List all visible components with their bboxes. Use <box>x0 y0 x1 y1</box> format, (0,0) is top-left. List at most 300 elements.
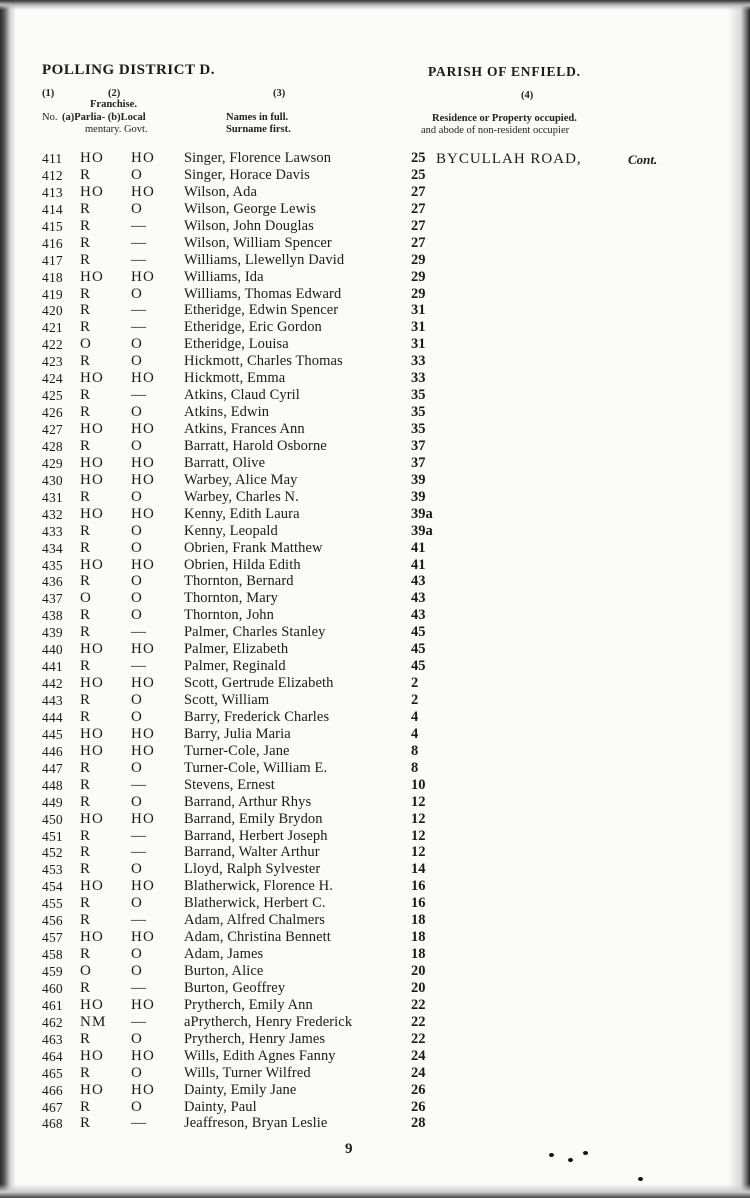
elector-number: 420 <box>42 303 63 319</box>
elector-row <box>0 235 750 252</box>
local-government-franchise: HO <box>131 810 156 827</box>
parliamentary-franchise: R <box>80 844 92 861</box>
house-number: 39 <box>411 488 426 505</box>
local-government-franchise: O <box>131 488 144 505</box>
elector-name: Thornton, Mary <box>184 590 279 607</box>
local-government-franchise: O <box>131 336 144 353</box>
elector-number: 434 <box>42 540 63 556</box>
house-number: 14 <box>411 861 426 878</box>
local-government-franchise: O <box>131 963 144 979</box>
elector-row <box>0 438 750 455</box>
elector-row <box>0 336 750 353</box>
local-government-franchise: O <box>131 692 144 708</box>
house-number: 22 <box>411 1013 426 1030</box>
elector-row <box>0 557 750 574</box>
elector-name: Lloyd, Ralph Sylvester <box>184 861 321 878</box>
parliamentary-franchise: HO <box>80 810 105 827</box>
house-number: 24 <box>411 1047 426 1064</box>
elector-name: Kenny, Edith Laura <box>184 505 300 522</box>
elector-number: 456 <box>42 913 63 929</box>
elector-name: Thornton, Bernard <box>184 573 294 590</box>
elector-number: 460 <box>42 980 63 996</box>
elector-number: 468 <box>42 1116 63 1132</box>
parliamentary-franchise: HO <box>80 675 105 692</box>
parliamentary-franchise: NM <box>80 1013 107 1030</box>
parliamentary-franchise: R <box>80 387 92 404</box>
parliamentary-franchise: HO <box>80 370 105 387</box>
parliamentary-franchise: R <box>80 488 92 505</box>
elector-name: Dainty, Emily Jane <box>184 1081 297 1098</box>
local-government-franchise: — <box>131 658 148 675</box>
house-number: 4 <box>411 708 419 725</box>
parliamentary-label: (a)Parlia- (b)Local <box>62 112 146 123</box>
local-government-franchise: O <box>131 522 144 539</box>
elector-row <box>0 472 750 489</box>
names-label: Names in full. <box>226 112 289 123</box>
elector-name: Barrand, Emily Brydon <box>184 810 323 827</box>
elector-row <box>0 607 750 624</box>
local-government-franchise: — <box>131 827 148 844</box>
elector-row <box>0 201 750 218</box>
col4-number: (4) <box>521 90 534 101</box>
house-number: 20 <box>411 979 426 996</box>
elector-number: 416 <box>42 235 63 251</box>
elector-name: Barrand, Herbert Joseph <box>184 827 328 844</box>
elector-name: Scott, William <box>184 692 270 708</box>
house-number: 12 <box>411 827 426 844</box>
elector-number: 453 <box>42 862 63 878</box>
elector-row <box>0 929 750 946</box>
house-number: 39 <box>411 471 426 488</box>
local-government-franchise: — <box>131 1013 148 1030</box>
house-number: 45 <box>411 641 426 658</box>
residence-label: Residence or Property occupied. <box>432 113 577 124</box>
elector-row <box>0 692 750 709</box>
local-government-franchise: O <box>131 895 144 912</box>
parliamentary-franchise: R <box>80 1115 92 1132</box>
elector-name: Williams, Thomas Edward <box>184 285 342 302</box>
elector-row <box>0 218 750 235</box>
elector-number: 455 <box>42 896 63 912</box>
house-number: 39a <box>411 505 433 522</box>
house-number: 35 <box>411 404 426 421</box>
local-government-franchise: HO <box>131 742 156 759</box>
parliamentary-franchise: R <box>80 437 92 454</box>
elector-name: Wilson, John Douglas <box>184 217 314 234</box>
elector-number: 441 <box>42 659 63 675</box>
parliamentary-franchise: HO <box>80 150 105 166</box>
parliamentary-franchise: R <box>80 946 92 963</box>
local-government-franchise: HO <box>131 370 156 387</box>
elector-number: 427 <box>42 422 63 437</box>
elector-row <box>0 286 750 303</box>
house-number: 41 <box>411 539 426 556</box>
house-number: 18 <box>411 929 426 946</box>
elector-name: Obrien, Frank Matthew <box>184 539 323 556</box>
local-government-franchise: HO <box>131 1081 156 1098</box>
elector-row <box>0 455 750 472</box>
parliamentary-franchise: HO <box>80 641 105 658</box>
elector-number: 451 <box>42 828 63 844</box>
elector-number: 411 <box>42 151 63 166</box>
elector-row <box>0 878 750 895</box>
elector-name: Williams, Ida <box>184 268 264 285</box>
local-government-franchise: O <box>131 1030 144 1047</box>
elector-row <box>0 1065 750 1082</box>
elector-name: Prytherch, Emily Ann <box>184 996 313 1013</box>
parliamentary-franchise: R <box>80 776 92 793</box>
elector-row <box>0 777 750 794</box>
elector-number: 443 <box>42 693 63 708</box>
elector-row <box>0 167 750 184</box>
local-government-franchise: O <box>131 946 144 963</box>
elector-number: 437 <box>42 591 63 607</box>
franchise-label: Franchise. <box>90 99 137 110</box>
parliamentary-franchise: R <box>80 302 92 319</box>
local-government-franchise: HO <box>131 505 156 522</box>
elector-name: Adam, Christina Bennett <box>184 929 331 946</box>
elector-name: Singer, Florence Lawson <box>184 150 332 166</box>
elector-number: 425 <box>42 388 63 404</box>
elector-name: Barry, Frederick Charles <box>184 708 330 725</box>
house-number: 25 <box>411 166 426 183</box>
page-edge-top <box>0 0 750 10</box>
elector-name: Turner-Cole, Jane <box>184 742 290 759</box>
elector-name: Blatherwick, Herbert C. <box>184 895 326 912</box>
local-government-franchise: — <box>131 1115 148 1132</box>
elector-row <box>0 709 750 726</box>
parliamentary-franchise: R <box>80 166 92 183</box>
elector-name: Kenny, Leopald <box>184 522 278 539</box>
elector-row <box>0 1014 750 1031</box>
elector-name: Wilson, Ada <box>184 183 258 200</box>
local-government-franchise: — <box>131 234 148 251</box>
elector-number: 433 <box>42 523 63 539</box>
elector-row <box>0 387 750 404</box>
house-number: 27 <box>411 217 426 234</box>
elector-number: 436 <box>42 574 63 590</box>
parliamentary-franchise: R <box>80 353 92 370</box>
elector-row <box>0 573 750 590</box>
local-government-franchise: O <box>131 285 144 302</box>
local-government-franchise: — <box>131 302 148 319</box>
local-government-franchise: O <box>131 404 144 421</box>
parliamentary-franchise: R <box>80 217 92 234</box>
elector-number: 452 <box>42 845 63 861</box>
elector-row <box>0 404 750 421</box>
elector-row <box>0 1099 750 1116</box>
house-number: 26 <box>411 1081 426 1098</box>
elector-number: 432 <box>42 506 63 522</box>
elector-number: 418 <box>42 269 63 285</box>
house-number: 18 <box>411 912 426 929</box>
street-name: BYCULLAH ROAD, <box>436 151 582 167</box>
house-number: 33 <box>411 370 426 387</box>
elector-name: Barry, Julia Maria <box>184 725 291 742</box>
col2-number: (2) <box>108 88 121 99</box>
parliamentary-label-2: mentary. Govt. <box>85 124 148 135</box>
parliamentary-franchise: O <box>80 590 93 607</box>
elector-name: Wilson, George Lewis <box>184 200 317 217</box>
parliamentary-franchise: R <box>80 692 92 708</box>
elector-number: 446 <box>42 743 63 759</box>
parliamentary-franchise: R <box>80 607 92 624</box>
elector-number: 413 <box>42 184 63 200</box>
elector-row <box>0 980 750 997</box>
elector-row <box>0 269 750 286</box>
house-number: 4 <box>411 725 419 742</box>
parliamentary-franchise: R <box>80 1030 92 1047</box>
elector-name: Wills, Turner Wilfred <box>184 1064 311 1081</box>
local-government-franchise: — <box>131 251 148 268</box>
elector-number: 450 <box>42 811 63 827</box>
elector-number: 417 <box>42 252 63 268</box>
local-government-franchise: HO <box>131 929 156 946</box>
elector-row <box>0 370 750 387</box>
elector-row <box>0 150 750 167</box>
local-government-franchise: HO <box>131 150 156 166</box>
elector-name: Dainty, Paul <box>184 1098 257 1115</box>
elector-row <box>0 844 750 861</box>
elector-row <box>0 353 750 370</box>
elector-number: 428 <box>42 438 63 454</box>
elector-name: Atkins, Frances Ann <box>184 421 305 437</box>
local-government-franchise: O <box>131 759 144 776</box>
elector-row <box>0 184 750 201</box>
parliamentary-franchise: HO <box>80 556 105 573</box>
elector-name: Wilson, William Spencer <box>184 234 332 251</box>
ink-speck <box>638 1177 643 1181</box>
elector-row <box>0 1115 750 1132</box>
house-number: 35 <box>411 387 426 404</box>
local-government-franchise: HO <box>131 1047 156 1064</box>
local-government-franchise: HO <box>131 725 156 742</box>
house-number: 18 <box>411 946 426 963</box>
local-government-franchise: HO <box>131 471 156 488</box>
house-number: 22 <box>411 1030 426 1047</box>
local-government-franchise: — <box>131 624 148 641</box>
elector-number: 419 <box>42 286 63 302</box>
col3-number: (3) <box>273 88 286 99</box>
no-label: No. <box>42 112 58 123</box>
house-number: 37 <box>411 437 426 454</box>
elector-name: Hickmott, Emma <box>184 370 286 387</box>
elector-row <box>0 895 750 912</box>
elector-name: Etheridge, Edwin Spencer <box>184 302 339 319</box>
ink-speck <box>568 1158 573 1162</box>
parliamentary-franchise: R <box>80 573 92 590</box>
elector-row <box>0 861 750 878</box>
parliamentary-franchise: R <box>80 861 92 878</box>
house-number: 24 <box>411 1064 426 1081</box>
parliamentary-franchise: HO <box>80 742 105 759</box>
elector-number: 466 <box>42 1082 63 1098</box>
parliamentary-franchise: R <box>80 658 92 675</box>
local-government-franchise: HO <box>131 454 156 471</box>
elector-row <box>0 1048 750 1065</box>
elector-row <box>0 1082 750 1099</box>
house-number: 27 <box>411 234 426 251</box>
elector-number: 424 <box>42 371 63 387</box>
abode-label: and abode of non-resident occupier <box>421 125 570 136</box>
elector-row <box>0 946 750 963</box>
elector-row <box>0 302 750 319</box>
elector-row <box>0 489 750 506</box>
local-government-franchise: O <box>131 200 144 217</box>
elector-number: 459 <box>42 964 63 979</box>
page-edge-bottom <box>0 1184 750 1198</box>
elector-row <box>0 912 750 929</box>
polling-district-title: POLLING DISTRICT D. <box>42 62 216 78</box>
local-government-franchise: — <box>131 776 148 793</box>
house-number: 16 <box>411 878 426 895</box>
elector-name: Blatherwick, Florence H. <box>184 878 333 895</box>
elector-number: 461 <box>42 997 63 1013</box>
elector-number: 440 <box>42 642 63 658</box>
elector-name: Barrand, Walter Arthur <box>184 844 320 861</box>
elector-number: 431 <box>42 489 63 505</box>
parliamentary-franchise: HO <box>80 725 105 742</box>
parliamentary-franchise: R <box>80 319 92 336</box>
house-number: 29 <box>411 268 426 285</box>
elector-name: Hickmott, Charles Thomas <box>184 353 343 370</box>
elector-row <box>0 540 750 557</box>
local-government-franchise: O <box>131 590 144 607</box>
elector-row <box>0 421 750 438</box>
parliamentary-franchise: HO <box>80 505 105 522</box>
elector-row <box>0 726 750 743</box>
elector-name: Barrand, Arthur Rhys <box>184 793 312 810</box>
elector-row <box>0 1031 750 1048</box>
local-government-franchise: — <box>131 387 148 404</box>
house-number: 41 <box>411 556 426 573</box>
elector-number: 465 <box>42 1065 63 1081</box>
parliamentary-franchise: O <box>80 336 93 353</box>
parliamentary-franchise: HO <box>80 471 105 488</box>
elector-number: 422 <box>42 337 63 353</box>
elector-number: 423 <box>42 354 63 370</box>
elector-row <box>0 811 750 828</box>
local-government-franchise: — <box>131 844 148 861</box>
parliamentary-franchise: HO <box>80 421 105 437</box>
elector-name: Turner-Cole, William E. <box>184 759 328 776</box>
parliamentary-franchise: R <box>80 539 92 556</box>
elector-list <box>0 150 750 1132</box>
parliamentary-franchise: R <box>80 895 92 912</box>
elector-name: Palmer, Reginald <box>184 658 286 675</box>
elector-number: 426 <box>42 405 63 421</box>
elector-name: Warbey, Charles N. <box>184 488 299 505</box>
local-government-franchise: HO <box>131 556 156 573</box>
elector-name: Prytherch, Henry James <box>184 1030 326 1047</box>
parliamentary-franchise: R <box>80 234 92 251</box>
parliamentary-franchise: R <box>80 404 92 421</box>
house-number: 43 <box>411 607 426 624</box>
continued-label: Cont. <box>628 152 658 167</box>
house-number: 43 <box>411 590 426 607</box>
house-number: 25 <box>411 150 426 166</box>
local-government-franchise: HO <box>131 268 156 285</box>
elector-number: 467 <box>42 1099 63 1115</box>
house-number: 45 <box>411 624 426 641</box>
elector-number: 439 <box>42 625 63 641</box>
house-number: 20 <box>411 963 426 979</box>
parliamentary-franchise: HO <box>80 183 105 200</box>
elector-name: Wills, Edith Agnes Fanny <box>184 1047 336 1064</box>
elector-row <box>0 319 750 336</box>
elector-row <box>0 252 750 269</box>
page-number: 9 <box>345 1141 353 1157</box>
parliamentary-franchise: R <box>80 1064 92 1081</box>
local-government-franchise: — <box>131 217 148 234</box>
elector-name: Williams, Llewellyn David <box>184 251 345 268</box>
parliamentary-franchise: HO <box>80 996 105 1013</box>
parish-title: PARISH OF ENFIELD. <box>428 64 581 79</box>
elector-number: 444 <box>42 709 63 725</box>
elector-number: 421 <box>42 320 63 336</box>
house-number: 35 <box>411 421 426 437</box>
parliamentary-franchise: R <box>80 624 92 641</box>
elector-row <box>0 506 750 523</box>
local-government-franchise: O <box>131 353 144 370</box>
elector-row <box>0 997 750 1014</box>
house-number: 29 <box>411 285 426 302</box>
elector-name: Palmer, Elizabeth <box>184 641 289 658</box>
local-government-franchise: O <box>131 708 144 725</box>
elector-name: aPrytherch, Henry Frederick <box>184 1013 353 1030</box>
parliamentary-franchise: HO <box>80 1047 105 1064</box>
elector-number: 412 <box>42 167 63 183</box>
elector-row <box>0 590 750 607</box>
house-number: 31 <box>411 319 426 336</box>
elector-number: 463 <box>42 1031 63 1047</box>
elector-name: Thornton, John <box>184 607 275 624</box>
local-government-franchise: HO <box>131 421 156 437</box>
house-number: 31 <box>411 302 426 319</box>
elector-name: Atkins, Claud Cyril <box>184 387 300 404</box>
local-government-franchise: — <box>131 319 148 336</box>
elector-number: 462 <box>42 1014 63 1030</box>
elector-row <box>0 641 750 658</box>
local-government-franchise: HO <box>131 675 156 692</box>
local-government-franchise: HO <box>131 996 156 1013</box>
elector-row <box>0 624 750 641</box>
parliamentary-franchise: R <box>80 200 92 217</box>
elector-row <box>0 794 750 811</box>
elector-name: Etheridge, Eric Gordon <box>184 319 322 336</box>
local-government-franchise: HO <box>131 878 156 895</box>
parliamentary-franchise: R <box>80 522 92 539</box>
parliamentary-franchise: HO <box>80 929 105 946</box>
house-number: 43 <box>411 573 426 590</box>
elector-name: Stevens, Ernest <box>184 776 275 793</box>
elector-number: 415 <box>42 218 63 234</box>
local-government-franchise: HO <box>131 183 156 200</box>
house-number: 45 <box>411 658 426 675</box>
house-number: 8 <box>411 742 419 759</box>
parliamentary-franchise: O <box>80 963 93 979</box>
elector-name: Warbey, Alice May <box>184 471 298 488</box>
house-number: 26 <box>411 1098 426 1115</box>
house-number: 10 <box>411 776 426 793</box>
parliamentary-franchise: R <box>80 1098 92 1115</box>
elector-name: Singer, Horace Davis <box>184 166 310 183</box>
elector-name: Barratt, Harold Osborne <box>184 437 327 454</box>
elector-number: 449 <box>42 794 63 810</box>
elector-number: 454 <box>42 879 63 895</box>
house-number: 33 <box>411 353 426 370</box>
house-number: 39a <box>411 522 433 539</box>
